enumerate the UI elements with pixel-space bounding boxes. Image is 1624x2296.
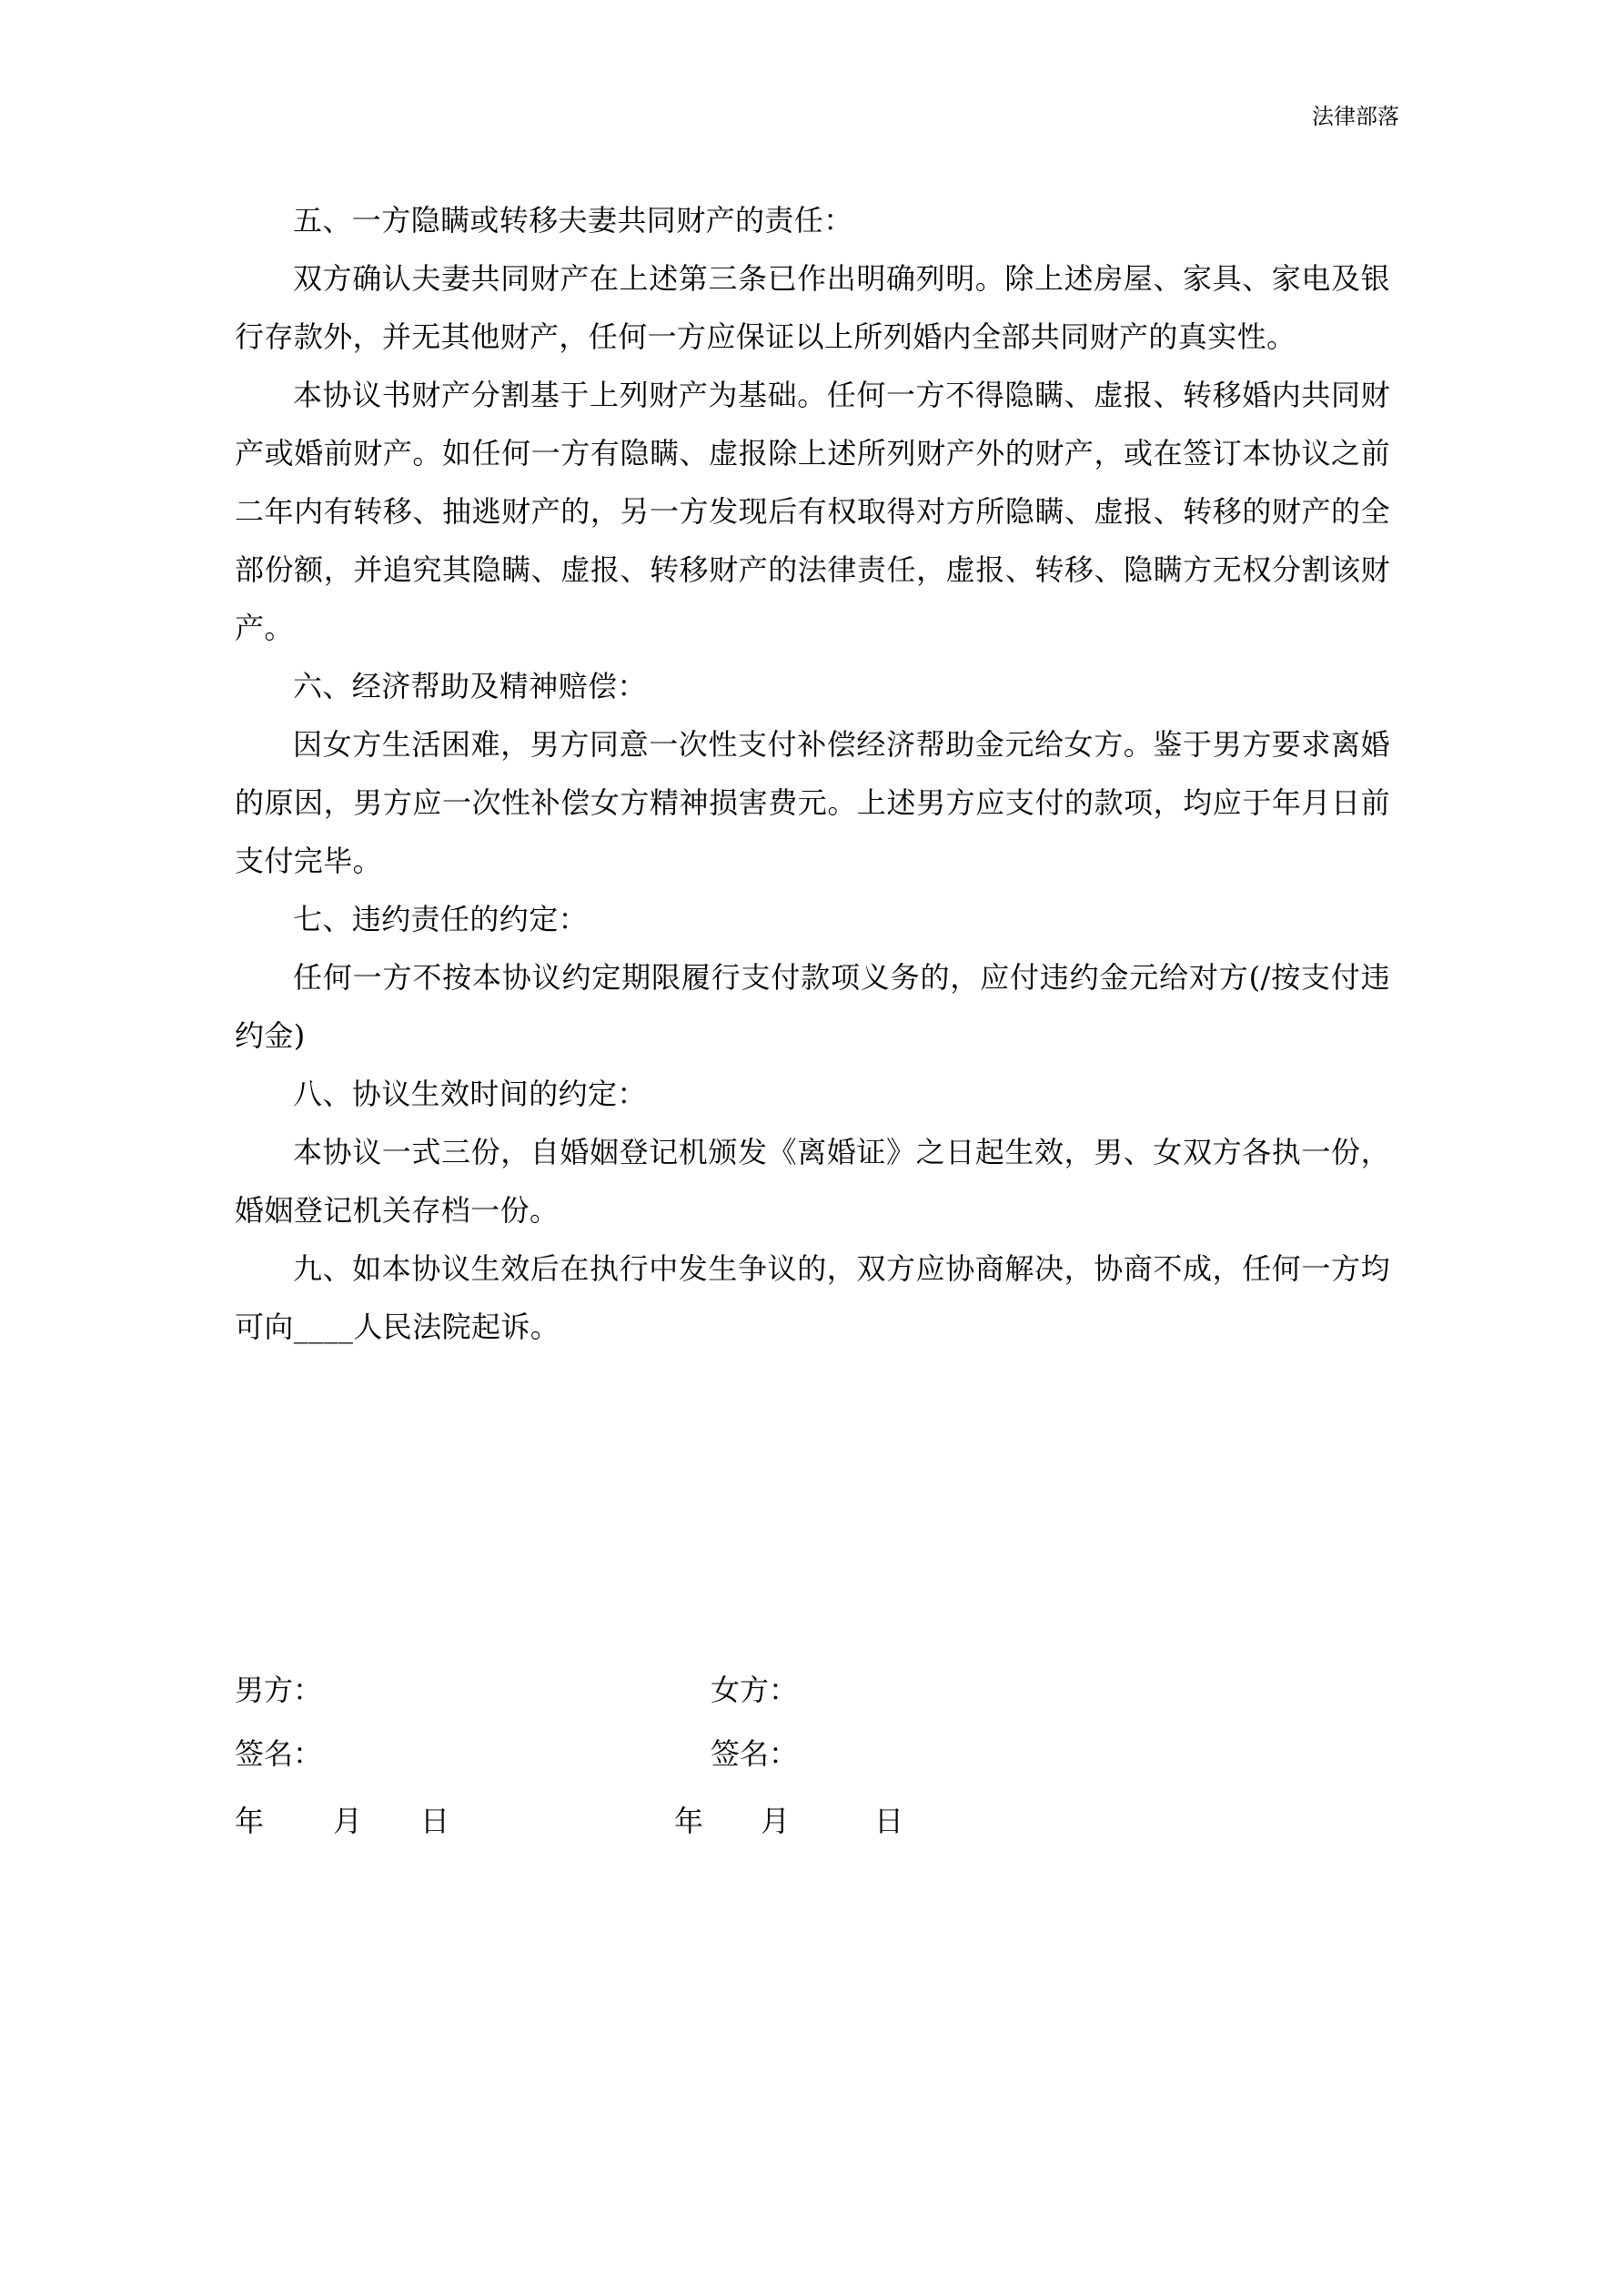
signature-block xyxy=(235,1652,1236,1852)
section-9-paragraph: 九、如本协议生效后在执行中发生争议的，双方应协商解决，协商不成，任何一方均可向____人民法院起诉。 xyxy=(235,1251,1390,1344)
section-5-paragraph-1: 双方确认夫妻共同财产在上述第三条已作出明确列明。除上述房屋、家具、家电及银行存款外，并无其他财产，任何一方应保证以上所列婚内全部共同财产的真实性。 xyxy=(235,261,1390,354)
section-7-heading: 七、违约责任的约定： xyxy=(293,902,589,936)
male-signature-label: 签名： xyxy=(235,1736,323,1771)
male-date-year: 年 xyxy=(235,1804,265,1838)
male-party-label: 男方： xyxy=(235,1673,323,1707)
female-signature-label: 签名： xyxy=(711,1736,799,1771)
female-date-year: 年 xyxy=(674,1804,704,1838)
female-date-month: 月 xyxy=(761,1804,791,1838)
male-date-day: 日 xyxy=(420,1804,450,1838)
section-7-paragraph: 任何一方不按本协议约定期限履行支付款项义务的，应付违约金元给对方(/按支付违约金) xyxy=(235,960,1390,1053)
section-5-paragraph-2: 本协议书财产分割基于上列财产为基础。任何一方不得隐瞒、虚报、转移婚内共同财产或婚前财产。如任何一方有隐瞒、虚报除上述所列财产外的财产，或在签订本协议之前二年内有转移、抽逃财产的，另一方发现后有权取得对方所隐瞒、虚报、转移的财产的全部份额，并追究其隐瞒、虚报、转移财产的法律责任，虚报、转移、隐瞒方无权分割该财产。 xyxy=(235,378,1390,645)
section-6-heading: 六、经济帮助及精神赔偿： xyxy=(293,669,647,703)
section-8-paragraph: 本协议一式三份，自婚姻登记机颁发《离婚证》之日起生效，男、女双方各执一份，婚姻登记机关存档一份。 xyxy=(235,1135,1390,1228)
page-header-brand: 法律部落 xyxy=(1312,104,1399,129)
female-date-day: 日 xyxy=(874,1804,904,1838)
section-8-heading: 八、协议生效时间的约定： xyxy=(293,1077,647,1111)
section-6-paragraph: 因女方生活困难，男方同意一次性支付补偿经济帮助金元给女方。鉴于男方要求离婚的原因，男方应一次性补偿女方精神损害费元。上述男方应支付的款项，均应于年月日前支付完毕。 xyxy=(235,727,1390,878)
female-party-label: 女方： xyxy=(711,1673,799,1707)
agreement-body xyxy=(235,191,1390,1356)
male-date-month: 月 xyxy=(333,1804,363,1838)
section-5-heading: 五、一方隐瞒或转移夫妻共同财产的责任： xyxy=(293,203,853,238)
